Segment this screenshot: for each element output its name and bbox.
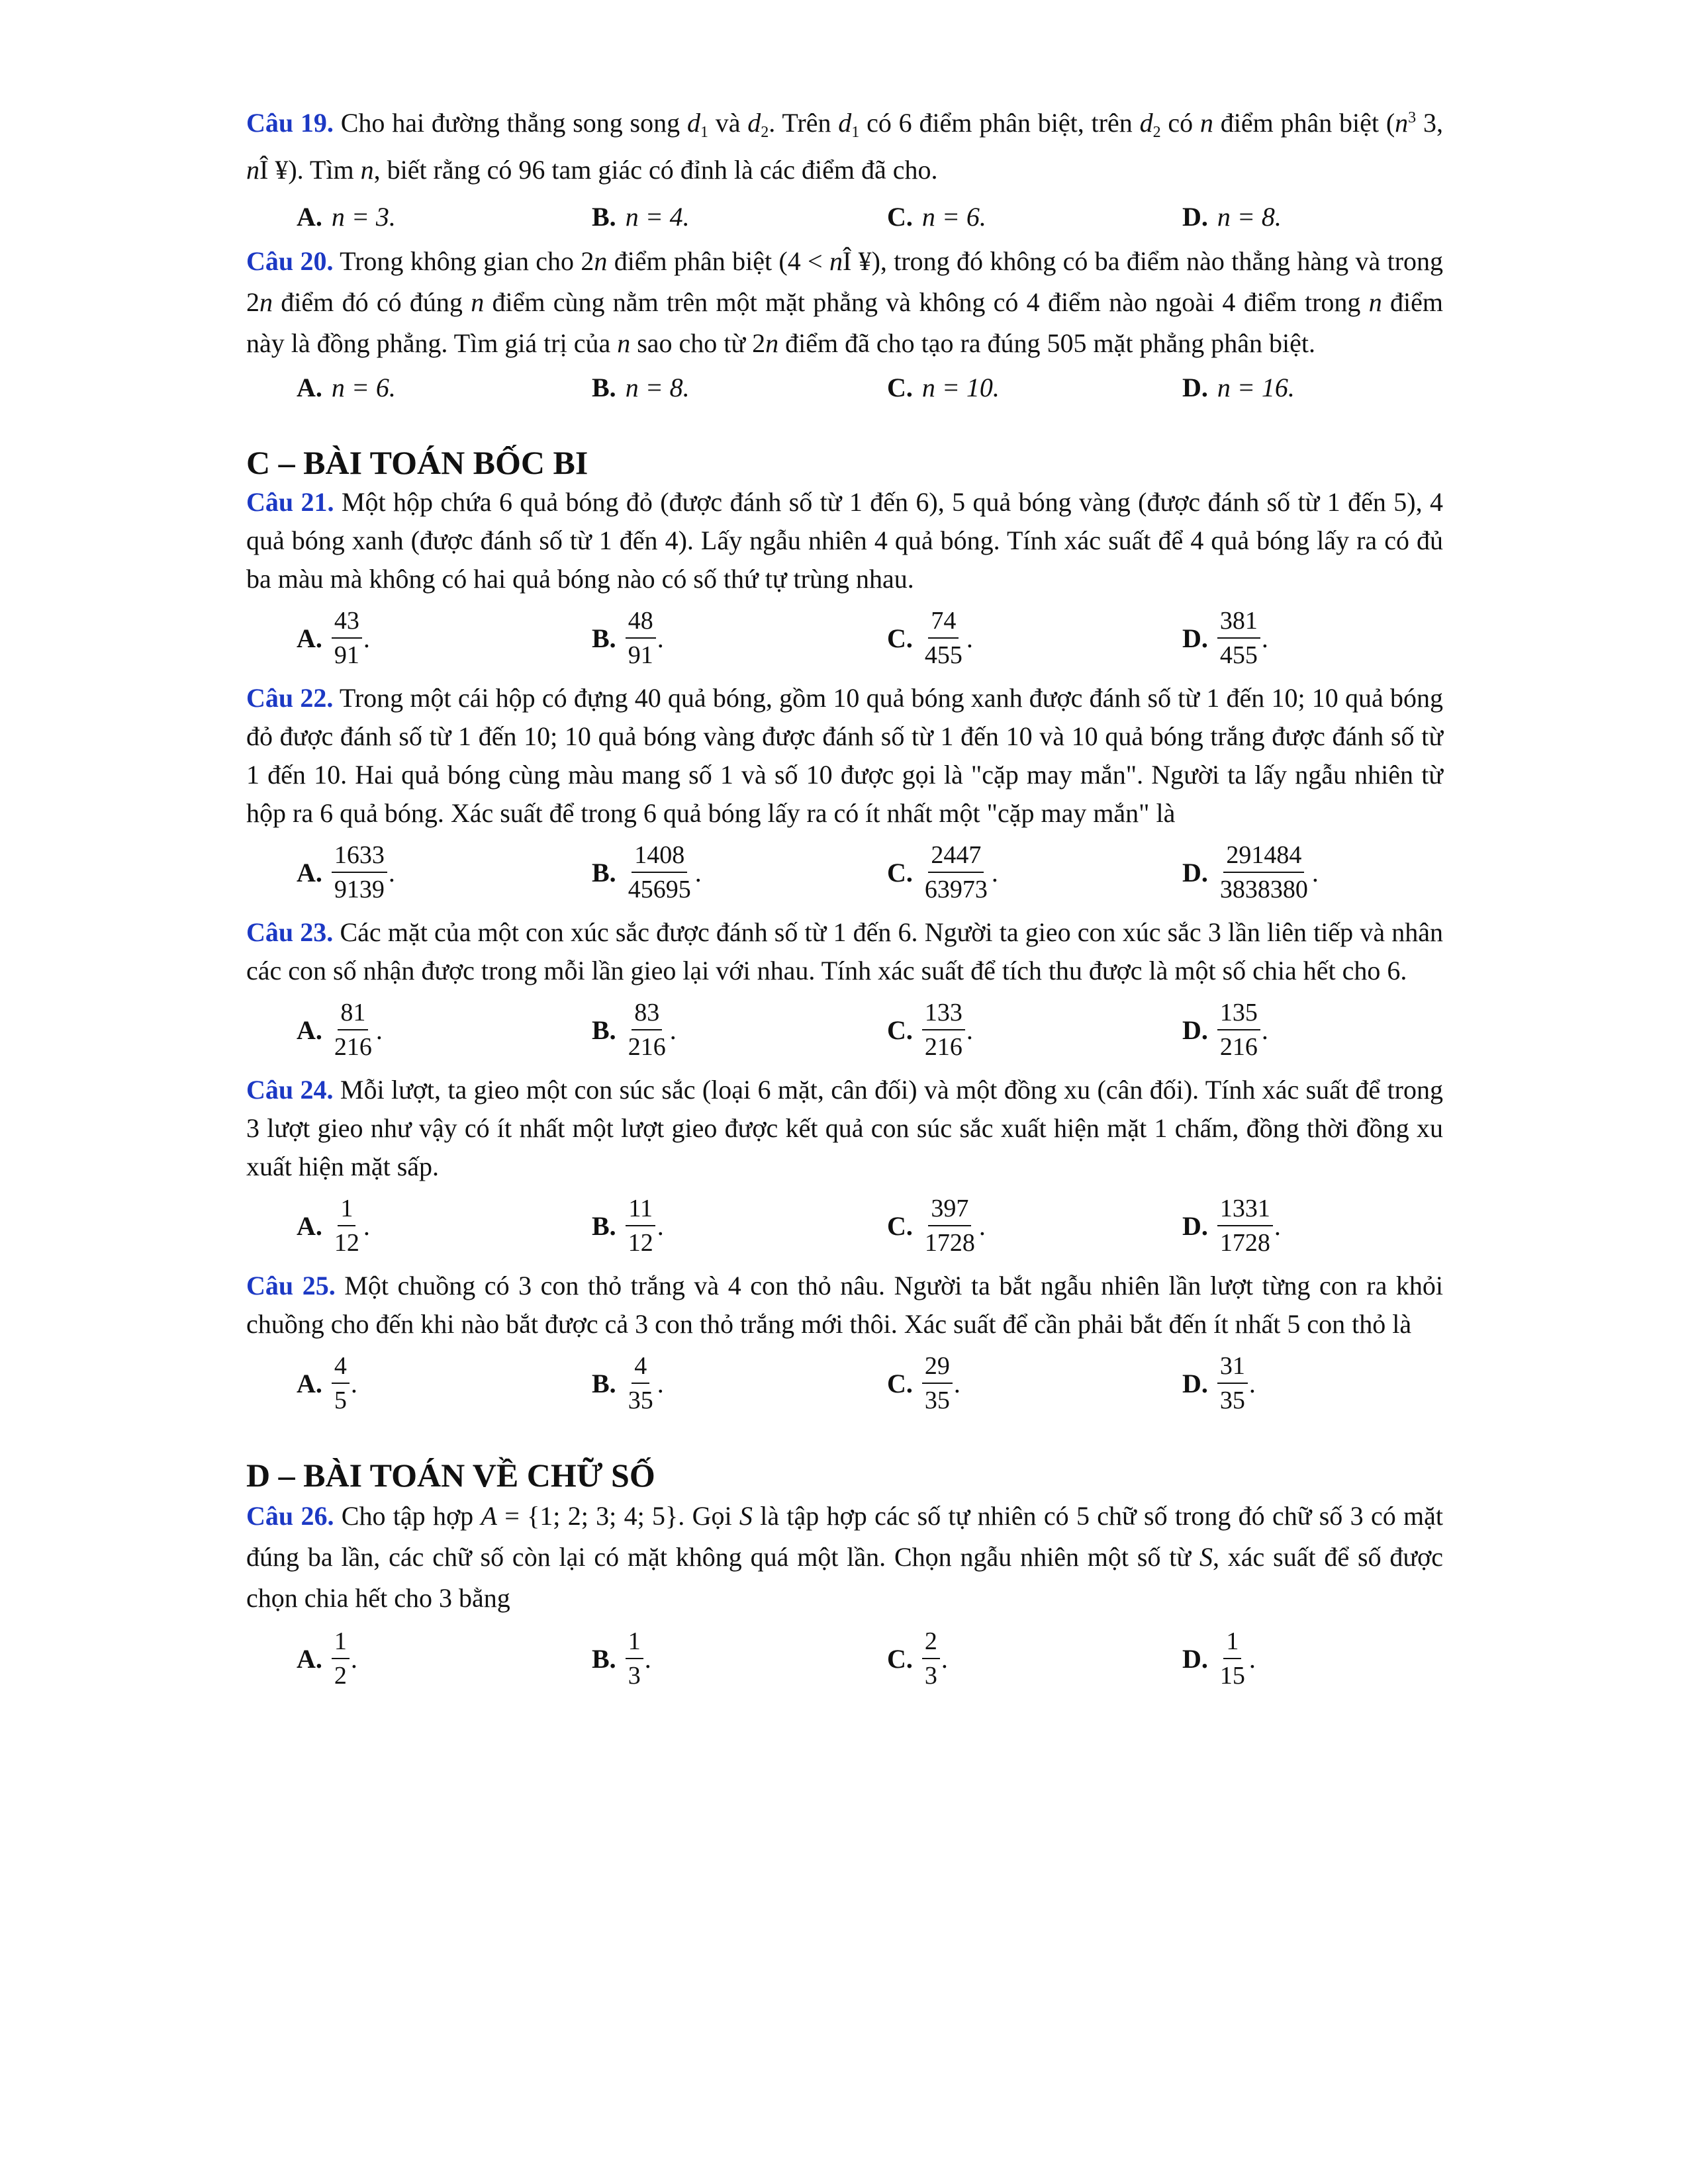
fraction [1217, 1629, 1248, 1688]
option-letter: B. [592, 857, 616, 887]
text-run: có [1160, 108, 1200, 138]
fraction [922, 1000, 965, 1060]
text-run: , biết rằng có 96 tam giác có đỉnh là các điểm đã cho. [373, 155, 938, 185]
question-label: Câu 20. [246, 246, 334, 276]
denominator: 455 [924, 641, 962, 669]
option-letter: B. [592, 1210, 616, 1241]
option-letter: B. [592, 1643, 616, 1674]
question-25 [246, 1267, 1443, 1420]
option-letter: A. [297, 1015, 322, 1045]
denominator: 63973 [924, 876, 988, 903]
option-c[interactable]: C. $\frac{29}{35}$ . [887, 1352, 961, 1414]
fraction [626, 1353, 656, 1413]
option-d[interactable]: D. $\frac{31}{35}$ . [1182, 1352, 1256, 1414]
denominator: 2 [334, 1662, 347, 1690]
math-var: S [1199, 1542, 1213, 1572]
numerator: 1 [1223, 1629, 1241, 1659]
numerator: 291484 [1223, 842, 1304, 873]
numerator: 1331 [1217, 1196, 1273, 1226]
option-letter: C. [887, 1643, 913, 1674]
question-label: Câu 26. [246, 1501, 334, 1531]
math-var: n [1368, 287, 1382, 317]
option-text: n = 8. [625, 372, 690, 402]
math-var: S [739, 1501, 753, 1531]
fraction [1217, 1000, 1260, 1060]
option-d[interactable] [1182, 372, 1477, 403]
denominator: 12 [628, 1229, 653, 1257]
numerator: 1 [338, 1196, 355, 1226]
option-a[interactable]: A. $\frac{81}{216}$ . [297, 999, 383, 1061]
math-var: A [481, 1501, 497, 1531]
numerator: 2447 [928, 842, 984, 873]
question-19-text [246, 99, 1443, 193]
math-var: d [1139, 108, 1153, 138]
option-letter: C. [887, 1210, 913, 1241]
text-run: = {1; 2; 3; 4; 5}. Gọi [496, 1501, 739, 1531]
options-row [246, 367, 1443, 408]
denominator: 35 [1219, 1387, 1245, 1414]
math-var: n [360, 155, 374, 185]
option-a[interactable] [297, 201, 592, 232]
question-23 [246, 913, 1443, 1067]
fraction [922, 1629, 940, 1688]
option-letter: C. [887, 623, 913, 653]
numerator: 29 [922, 1353, 953, 1384]
fraction [332, 1629, 350, 1688]
math-var: n [259, 287, 273, 317]
text-run: . Trên [769, 108, 839, 138]
question-24 [246, 1071, 1443, 1263]
numerator: 4 [632, 1353, 649, 1384]
option-b[interactable]: B. $\frac{1}{3}$ . [592, 1627, 651, 1690]
option-text: n = 6. [331, 372, 396, 402]
text-run: có 6 điểm phân biệt, trên [859, 108, 1140, 138]
option-letter: C. [887, 1015, 913, 1045]
option-d[interactable]: D. $\frac{381}{455}$ . [1182, 607, 1268, 669]
numerator: 135 [1217, 1000, 1260, 1030]
numerator: 397 [928, 1196, 971, 1226]
text-run: điểm phân biệt ( [1213, 108, 1395, 138]
option-letter: C. [887, 1368, 913, 1398]
text-run: Mỗi lượt, ta gieo một con súc sắc (loại 6 mặt, cân đối) và một đồng xu (cân đối). Tính xác suất để trong 3 lượt gieo như vậy có ít nhất một lượt gieo được kết quả con súc sắc xuất hiện mặt 1 chấm, đồng thời đồng xu xuất hiện mặt sấp. [246, 1075, 1444, 1181]
denominator: 1728 [924, 1229, 975, 1257]
option-b[interactable]: B. $\frac{11}{12}$ . [592, 1195, 664, 1257]
question-label: Câu 22. [246, 683, 334, 713]
denominator: 3 [924, 1662, 937, 1690]
options-row [246, 1346, 1443, 1420]
option-letter: C. [887, 201, 913, 232]
option-d[interactable]: D. $\frac{291484}{3838380}$ . [1182, 841, 1319, 903]
numerator: 83 [632, 1000, 662, 1030]
fraction [626, 1000, 669, 1060]
question-20 [246, 241, 1443, 408]
fraction [332, 608, 362, 668]
text-run: Cho tập hợp [334, 1501, 481, 1531]
option-letter: B. [592, 1015, 616, 1045]
option-text: n = 10. [921, 372, 1000, 402]
question-23-text [246, 913, 1443, 990]
text-run: là tập hợp các số tự nhiên có 5 chữ số trong đó chữ số 3 có mặt đúng ba lần, các chữ số còn lại có mặt không quá một lần. Chọn ngẫu nhiên một số từ [246, 1501, 1444, 1572]
page-content [246, 99, 1443, 1700]
section-title-d: D – BÀI TOÁN VỀ CHỮ SỐ [246, 1457, 655, 1494]
math-var: n [1395, 108, 1409, 138]
denominator: 216 [1219, 1033, 1258, 1061]
text-run: 3, [1416, 108, 1443, 138]
question-22 [246, 679, 1443, 909]
denominator: 9139 [334, 876, 385, 903]
fraction [626, 1196, 656, 1255]
math-var: n [765, 328, 779, 358]
question-26 [246, 1496, 1443, 1696]
math-var: d [838, 108, 852, 138]
numerator: 133 [922, 1000, 965, 1030]
fraction [922, 1196, 978, 1255]
text-run: Các mặt của một con xúc sắc được đánh số từ 1 đến 6. Người ta gieo con xúc sắc 3 lần liên tiếp và nhân các con số nhận được trong mỗi lần gieo lại với nhau. Tính xác suất để tích thu được là một số chia hết cho 6. [246, 917, 1444, 985]
denominator: 12 [334, 1229, 359, 1257]
option-letter: C. [887, 372, 913, 402]
numerator: 43 [332, 608, 362, 639]
option-letter: B. [592, 623, 616, 653]
fraction [332, 1000, 375, 1060]
text-run: Một hộp chứa 6 quả bóng đỏ (được đánh số từ 1 đến 6), 5 quả bóng vàng (được đánh số từ 1 đến 5), 4 quả bóng xanh (được đánh số từ 1 đến 4). Lấy ngẫu nhiên 4 quả bóng. Tính xác suất để 4 quả bóng lấy ra có đủ ba màu mà không có hai quả bóng nào có số thứ tự trùng nhau. [246, 487, 1443, 594]
option-text: n = 6. [921, 201, 986, 232]
fraction [332, 1353, 350, 1413]
fraction [626, 1629, 643, 1688]
question-19 [246, 99, 1443, 237]
option-letter: A. [297, 1210, 322, 1241]
text-run: , xác suất để số được chọn chia hết cho 3 bằng [246, 1542, 1443, 1613]
option-a[interactable]: A. $\frac{1}{2}$ . [297, 1627, 357, 1690]
math-var: n [829, 246, 843, 276]
option-c[interactable] [887, 372, 1182, 403]
numerator: 1408 [632, 842, 687, 873]
options-row [246, 1621, 1443, 1696]
math-sub: 1 [700, 124, 708, 141]
option-letter: A. [297, 1643, 322, 1674]
option-letter: D. [1182, 1015, 1208, 1045]
option-letter: A. [297, 1368, 322, 1398]
math-var: n [471, 287, 485, 317]
option-a[interactable]: A. $\frac{1}{12}$ . [297, 1195, 370, 1257]
option-d[interactable] [1182, 201, 1477, 232]
option-c[interactable] [887, 201, 1182, 232]
denominator: 15 [1219, 1662, 1245, 1690]
text-run: điểm đã cho tạo ra đúng 505 mặt phẳng phân biệt. [778, 328, 1316, 358]
denominator: 216 [334, 1033, 372, 1061]
math-var: n [617, 328, 631, 358]
numerator: 31 [1217, 1353, 1248, 1384]
numerator: 81 [338, 1000, 368, 1030]
fraction [1217, 1196, 1273, 1255]
options-row [246, 196, 1443, 237]
fraction [332, 1196, 362, 1255]
denominator: 1728 [1219, 1229, 1270, 1257]
option-letter: D. [1182, 1643, 1208, 1674]
option-letter: A. [297, 201, 322, 232]
option-c[interactable]: C. $\frac{397}{1728}$ . [887, 1195, 986, 1257]
option-d[interactable]: D. $\frac{135}{216}$ . [1182, 999, 1268, 1061]
option-b[interactable] [592, 372, 887, 403]
option-b[interactable]: B. $\frac{48}{91}$ . [592, 607, 664, 669]
numerator: 48 [626, 608, 656, 639]
option-c[interactable]: C. $\frac{2447}{63973}$ . [887, 841, 998, 903]
question-21-text [246, 483, 1443, 598]
option-b[interactable]: B. $\frac{83}{216}$ . [592, 999, 677, 1061]
question-label: Câu 25. [246, 1271, 336, 1300]
fraction [1217, 842, 1311, 902]
text-run: Một chuồng có 3 con thỏ trắng và 4 con thỏ nâu. Người ta bắt ngẫu nhiên lần lượt từng con ra khỏi chuồng cho đến khi nào bắt được cả 3 con thỏ trắng mới thôi. Xác suất để cần phải bắt đến ít nhất 5 con thỏ là [246, 1271, 1444, 1339]
numerator: 74 [928, 608, 959, 639]
text-run: điểm phân biệt (4 < [607, 246, 829, 276]
option-text: n = 3. [331, 201, 396, 232]
text-run: Trong không gian cho 2 [333, 246, 594, 276]
numerator: 4 [332, 1353, 350, 1384]
denominator: 3 [628, 1662, 641, 1690]
options-row [246, 835, 1443, 909]
option-d[interactable]: D. $\frac{1331}{1728}$ . [1182, 1195, 1281, 1257]
question-24-text [246, 1071, 1443, 1186]
option-b[interactable]: B. $\frac{1408}{45695}$ . [592, 841, 702, 903]
question-22-text [246, 679, 1443, 833]
question-label: Câu 21. [246, 487, 334, 517]
option-letter: D. [1182, 372, 1208, 402]
math-var: n [246, 155, 259, 185]
option-text: n = 16. [1217, 372, 1295, 402]
numerator: 2 [922, 1629, 940, 1659]
math-sub: 2 [761, 124, 769, 141]
fraction [1217, 1353, 1248, 1413]
option-d[interactable]: D. $\frac{1}{15}$ . [1182, 1627, 1256, 1690]
math-var: n [594, 246, 608, 276]
option-a[interactable]: A. $\frac{1633}{9139}$ . [297, 841, 395, 903]
denominator: 91 [334, 641, 359, 669]
math-sup: 3 [1408, 109, 1417, 126]
numerator: 381 [1217, 608, 1260, 639]
denominator: 3838380 [1219, 876, 1308, 903]
denominator: 216 [628, 1033, 666, 1061]
option-letter: A. [297, 372, 322, 402]
text-run: Î ¥). Tìm [259, 155, 361, 185]
options-row [246, 993, 1443, 1067]
option-b[interactable]: B. $\frac{4}{35}$ . [592, 1352, 664, 1414]
question-20-text [246, 241, 1443, 364]
fraction [332, 842, 387, 902]
text-run: và [708, 108, 748, 138]
question-26-text [246, 1496, 1443, 1619]
numerator: 1 [332, 1629, 350, 1659]
option-c[interactable]: C. $\frac{2}{3}$ . [887, 1627, 948, 1690]
option-c[interactable]: C. $\frac{133}{216}$ . [887, 999, 973, 1061]
option-a[interactable]: A. $\frac{4}{5}$ . [297, 1352, 357, 1414]
denominator: 35 [924, 1387, 950, 1414]
math-var: d [686, 108, 700, 138]
denominator: 35 [628, 1387, 653, 1414]
text-run: điểm cùng nằm trên một mặt phẳng và không có 4 điểm nào ngoài 4 điểm trong [484, 287, 1369, 317]
option-text: n = 4. [625, 201, 690, 232]
options-row [246, 601, 1443, 675]
option-b[interactable] [592, 201, 887, 232]
option-c[interactable]: C. $\frac{74}{455}$ . [887, 607, 973, 669]
fraction [1217, 608, 1260, 668]
option-text: n = 8. [1217, 201, 1282, 232]
question-25-text [246, 1267, 1443, 1343]
text-run: sao cho từ 2 [630, 328, 766, 358]
fraction [922, 842, 990, 902]
denominator: 216 [924, 1033, 962, 1061]
option-letter: D. [1182, 857, 1208, 887]
option-letter: D. [1182, 1210, 1208, 1241]
math-sub: 2 [1152, 124, 1161, 141]
denominator: 45695 [628, 876, 691, 903]
numerator: 1633 [332, 842, 387, 873]
option-letter: D. [1182, 623, 1208, 653]
text-run: điểm này là đồng phẳng. Tìm giá trị của [246, 287, 1444, 358]
fraction [922, 1353, 953, 1413]
option-letter: D. [1182, 1368, 1208, 1398]
fraction [626, 608, 656, 668]
option-letter: B. [592, 1368, 616, 1398]
question-label: Câu 23. [246, 917, 334, 947]
section-title-c: C – BÀI TOÁN BỐC BI [246, 444, 588, 481]
option-a[interactable] [297, 372, 592, 403]
math-var: n [1199, 108, 1213, 138]
denominator: 5 [334, 1387, 347, 1414]
option-letter: A. [297, 623, 322, 653]
text-run: Trong một cái hộp có đựng 40 quả bóng, gồm 10 quả bóng xanh được đánh số từ 1 đến 10; 10 quả bóng đỏ được đánh số từ 1 đến 10; 10 quả bóng vàng được đánh số từ 1 đến 10 và 10 quả bóng trắng được đánh số từ 1 đến 10. Hai quả bóng cùng màu mang số 1 và số 10 được gọi là "cặp may mắn". Người ta lấy ngẫu nhiên từ hộp ra 6 quả bóng. Xác suất để trong 6 quả bóng lấy ra có ít nhất một "cặp may mắn" là [246, 683, 1443, 828]
numerator: 1 [626, 1629, 643, 1659]
denominator: 91 [628, 641, 653, 669]
option-letter: B. [592, 201, 616, 232]
options-row [246, 1189, 1443, 1263]
option-letter: A. [297, 857, 322, 887]
option-a[interactable]: A. $\frac{43}{91}$ . [297, 607, 370, 669]
option-letter: D. [1182, 201, 1208, 232]
denominator: 455 [1219, 641, 1258, 669]
fraction [626, 842, 694, 902]
option-letter: C. [887, 857, 913, 887]
fraction [922, 608, 965, 668]
numerator: 11 [626, 1196, 655, 1226]
math-var: d [747, 108, 761, 138]
text-run: Î ¥), trong đó không có ba điểm nào thẳng hàng và trong 2 [246, 246, 1444, 317]
question-label: Câu 19. [246, 108, 334, 138]
math-sub: 1 [851, 124, 860, 141]
text-run: Cho hai đường thẳng song song [333, 108, 687, 138]
option-letter: B. [592, 372, 616, 402]
question-label: Câu 24. [246, 1075, 334, 1105]
question-21 [246, 483, 1443, 675]
text-run: điểm đó có đúng [273, 287, 471, 317]
